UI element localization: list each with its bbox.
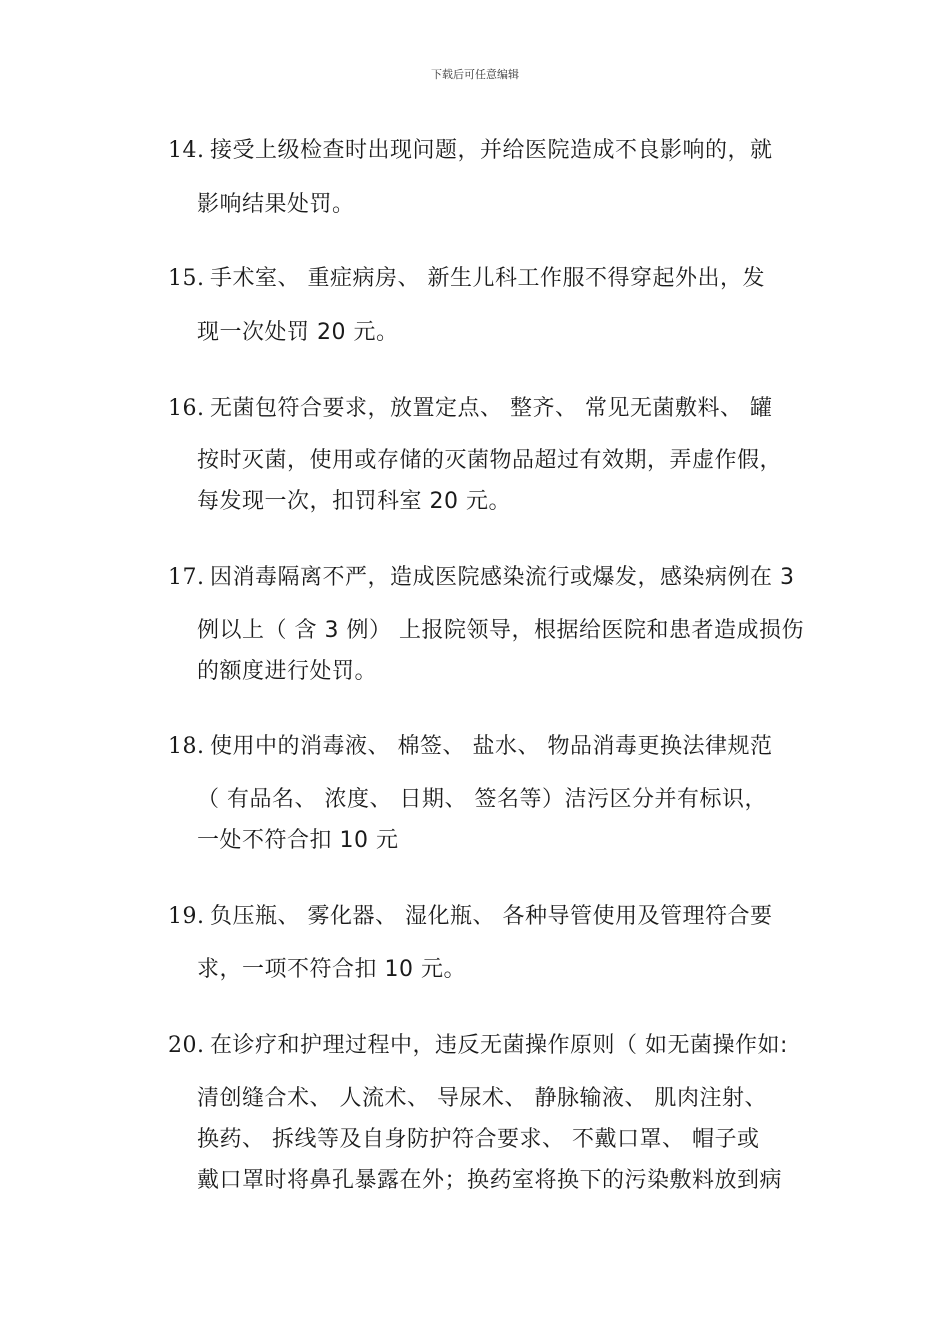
item-16-line-3: 每发现一次，扣罚科室 20 元。 — [197, 489, 511, 514]
item-17-number: 17. — [168, 565, 205, 590]
item-16-number: 16. — [168, 396, 205, 421]
item-15-line-1: 手术室、 重症病房、 新生儿科工作服不得穿起外出，发 — [210, 266, 765, 291]
item-14-line-1: 接受上级检查时出现问题，并给医院造成不良影响的，就 — [210, 138, 773, 163]
item-18-line-2: （ 有品名、 浓度、 日期、 签名等）洁污区分并有标识， — [197, 787, 767, 812]
item-17-line-3: 的额度进行处罚。 — [197, 659, 378, 684]
item-15-number: 15. — [168, 266, 205, 291]
item-20-line-2: 清创缝合术、 人流术、 导尿术、 静脉输液、 肌肉注射、 — [197, 1086, 767, 1111]
item-20-line-1: 在诊疗和护理过程中，违反无菌操作原则（ 如无菌操作如: — [210, 1033, 788, 1058]
item-18-line-1: 使用中的消毒液、 棉签、 盐水、 物品消毒更换法律规范 — [210, 734, 773, 759]
item-20-number: 20. — [168, 1033, 205, 1058]
item-18-number: 18. — [168, 734, 205, 759]
item-16-line-1: 无菌包符合要求，放置定点、 整齐、 常见无菌敷料、 罐 — [210, 396, 773, 421]
item-20-line-3: 换药、 拆线等及自身防护符合要求、 不戴口罩、 帽子或 — [197, 1127, 760, 1152]
item-17-line-1: 因消毒隔离不严，造成医院感染流行或爆发，感染病例在 3 — [210, 565, 795, 590]
item-19-number: 19. — [168, 904, 205, 929]
item-16-line-2: 按时灭菌，使用或存储的灭菌物品超过有效期，弄虚作假， — [197, 448, 783, 473]
item-18-line-3: 一处不符合扣 10 元 — [197, 828, 399, 853]
item-17-line-2: 例以上（ 含 3 例） 上报院领导，根据给医院和患者造成损伤 — [197, 618, 804, 643]
item-20-line-4: 戴口罩时将鼻孔暴露在外；换药室将换下的污染敷料放到病 — [197, 1168, 783, 1193]
item-14-number: 14. — [168, 138, 205, 163]
page-header: 下载后可任意编辑 — [431, 68, 519, 81]
item-19-line-2: 求，一项不符合扣 10 元。 — [197, 957, 466, 982]
item-19-line-1: 负压瓶、 雾化器、 湿化瓶、 各种导管使用及管理符合要 — [210, 904, 773, 929]
item-14-line-2: 影响结果处罚。 — [197, 192, 355, 217]
item-15-line-2: 现一次处罚 20 元。 — [197, 320, 399, 345]
